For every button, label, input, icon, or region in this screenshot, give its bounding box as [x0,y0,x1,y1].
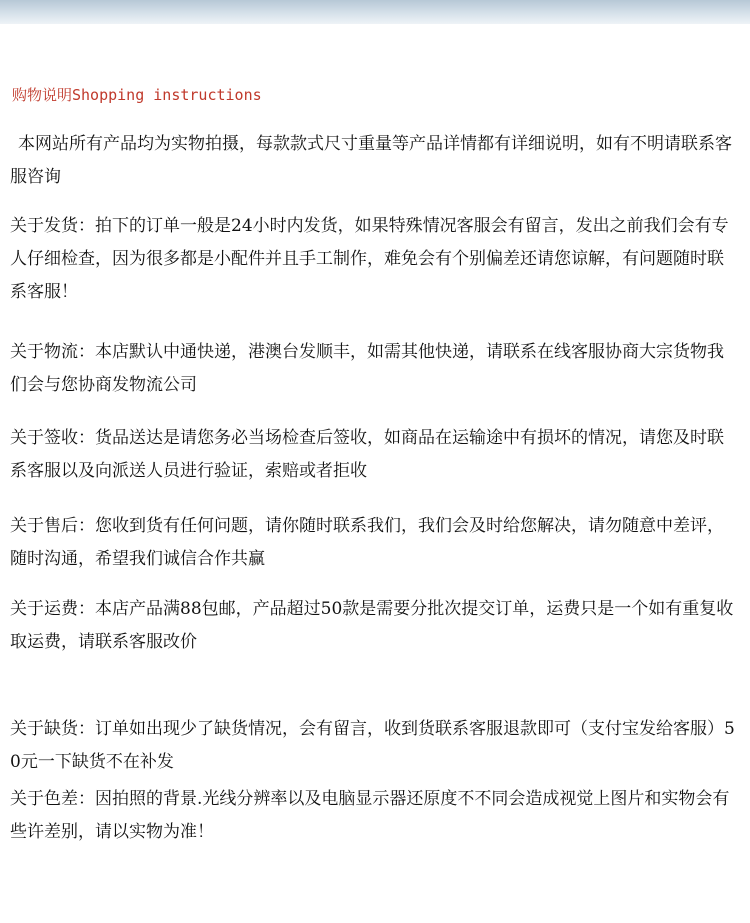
intro-paragraph: 本网站所有产品均为实物拍摄，每款款式尺寸重量等产品详情都有详细说明，如有不明请联系客服咨询 [10,134,732,187]
logistics-paragraph: 关于物流：本店默认中通快递，港澳台发顺丰，如需其他快递，请联系在线客服协商大宗货物我们会与您协商发物流公司 [10,342,724,395]
receipt-paragraph: 关于签收：货品送达是请您务必当场检查后签收，如商品在运输途中有损坏的情况，请您及时联系客服以及向派送人员进行验证，索赔或者拒收 [10,428,724,481]
freight-paragraph: 关于运费：本店产品满88包邮，产品超过50款是需要分批次提交订单，运费只是一个如有重复收取运费，请联系客服改价 [10,599,734,652]
color-difference-paragraph: 关于色差：因拍照的背景.光线分辨率以及电脑显示器还原度不不同会造成视觉上图片和实物会有些许差别，请以实物为准！ [10,789,730,842]
top-decorative-band [0,0,750,24]
shipping-paragraph: 关于发货：拍下的订单一般是24小时内发货，如果特殊情况客服会有留言，发出之前我们会有专人仔细检查，因为很多都是小配件并且手工制作，难免会有个别偏差还请您谅解，有问题随时联系客服！ [10,216,729,302]
after-sales-paragraph: 关于售后：您收到货有任何问题，请你随时联系我们，我们会及时给您解决，请勿随意中差评，随时沟通，希望我们诚信合作共赢 [10,516,724,569]
out-of-stock-paragraph: 关于缺货：订单如出现少了缺货情况，会有留言，收到货联系客服退款即可（支付宝发给客服）50元一下缺货不在补发 [10,719,735,772]
page-title: 购物说明Shopping instructions [12,86,262,104]
